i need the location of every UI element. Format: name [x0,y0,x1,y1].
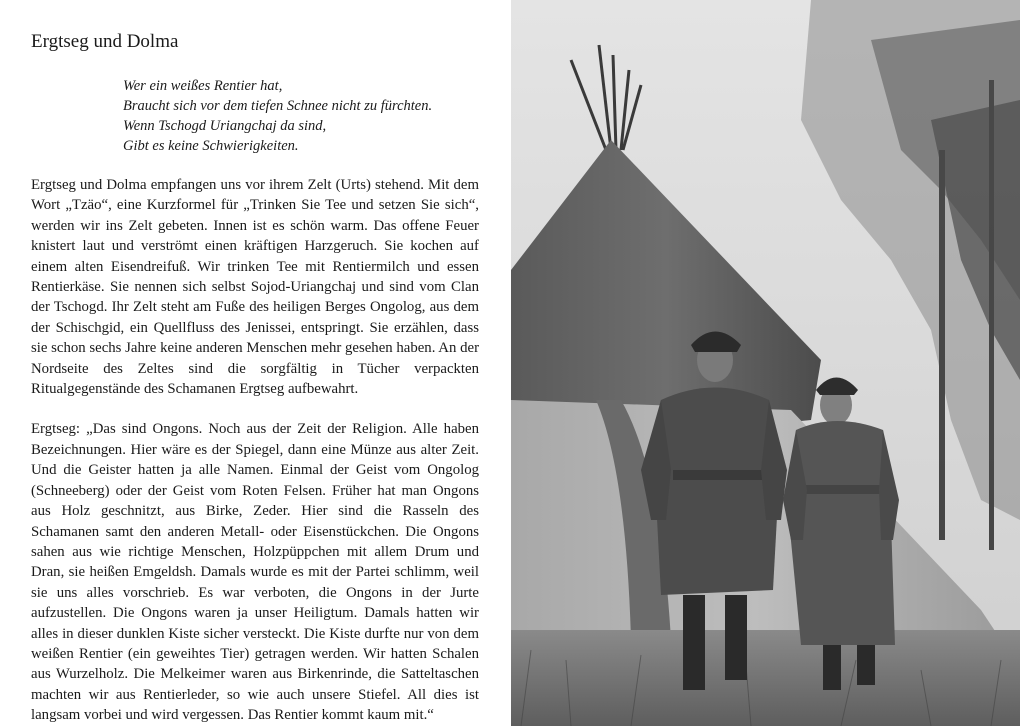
tent-photograph [511,0,1020,726]
body-paragraph: Ergtseg und Dolma empfangen uns vor ihrem Zelt (Urts) stehend. Mit dem Wort „Tzäo“, eine Kurzformel für „Trinken Sie Tee und setzen Sie sich“, werden wir ins Zelt gebeten. Innen ist es schön warm. Das offene Feuer knistert laut und verströmt einen kräftigen Harzgeruch. Sie kochen auf einem alten Eisendreifuß. Wir trinken Tee mit Rentiermilch und essen Rentierkäse. Sie nennen sich selbst Sojod-Uriangchaj und sind vom Clan der Tschogd. Ihr Zelt steht am Fuße des heiligen Berges Ongolog, aus dem der Schischgid, ein Quellfluss des Jenissei, entspringt. Sie erzählen, dass sie schon sechs Jahre keine anderen Menschen mehr gesehen haben. An der Nordseite des Zeltes sind die sorgfältig in Tücher verpackten Ritualgegenstände des Schamanen Ergtseg aufbewahrt. [31,177,479,398]
poem-line: Wer ein weißes Rentier hat, [123,78,283,94]
page-heading: Ergtseg und Dolma [31,31,179,52]
photo-illustration [511,0,1020,726]
poem-line: Wenn Tschogd Uriangchaj da sind, [123,118,327,134]
poem-line: Gibt es keine Schwierigkeiten. [123,138,299,154]
poem-line: Braucht sich vor dem tiefen Schnee nicht zu fürchten. [123,98,433,114]
body-paragraph: Ergtseg: „Das sind Ongons. Noch aus der Zeit der Religion. Alle haben Bezeichnungen. Hier wäre es der Spiegel, dann eine Münze aus alter Zeit. Und die Geister hatten ja alle Namen. Einmal der Geist vom Ongolog (Schneeberg) oder der Geist vom Roten Felsen. Früher hat man Ongons aus Holz geschnitzt, aus Birke, Zeder. Hier sind die Rasseln des Schamanen samt den anderen Metall- oder Eisenstückchen. Die Ongons sahen aus wie richtige Menschen, Holzpüppchen mit allem Drum und Dran, sie heißen Emgeldsh. Damals wurde es mit der Partei schlimm, weil sie uns alles vorschrieb. Es war verboten, die Ongons in der Jurte aufzustellen. Die Ongons waren ja unser Heiligtum. Damals hatten wir alles in dieser dunklen Kiste sicher versteckt. Die Kiste durfte nur von dem weißen Rentier (ein geweihtes Tier) getragen werden. Wir hatten Schalen aus Wurzelholz. Die Melkeimer waren aus Birkenrinde, die Satteltaschen machten wir aus Rentierleder, so wie auch unsere Stiefel. All dies ist langsam vorbei und wird vergessen. Das Rentier kommt kaum mit.“ [31,421,479,724]
poem-verse [123,76,479,156]
